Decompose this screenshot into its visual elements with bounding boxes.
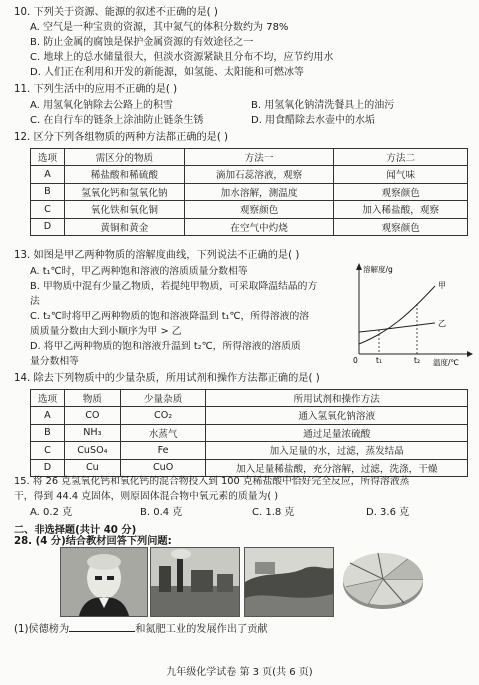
q10-option-c: C. 地球上的总水储量很大，但淡水资源紧缺且分布不均，应节约用水: [30, 52, 334, 63]
q12-cell: B: [31, 183, 65, 201]
q12-cell: 氢氧化钙和氢氧化钠: [64, 183, 184, 201]
q14-cell: CuO: [120, 459, 206, 477]
q14-cell: CO₂: [120, 407, 206, 425]
q14-cell: NH₃: [64, 424, 120, 442]
pie-model-image: [338, 547, 428, 615]
curve-jia-label: 甲: [438, 281, 446, 290]
curve-yi-label: 乙: [438, 319, 446, 328]
q12-cell: D: [31, 218, 65, 236]
curve-jia: [359, 286, 435, 344]
q10-option-a: A. 空气是一种宝贵的资源，其中氮气的体积分数约为 78%: [30, 22, 289, 33]
q14-cell: B: [31, 424, 65, 442]
q13-option-c-cont: 质质量分数由大到小顺序为甲 > 乙: [30, 326, 182, 337]
q14-table: [30, 389, 468, 477]
q15-option-b: B. 0.4 克: [140, 507, 183, 518]
t2-tick-label: t₂: [414, 356, 420, 365]
q28-sub1-suffix: 和氮肥工业的发展作出了贡献: [135, 624, 268, 635]
q12-cell: 闻气味: [334, 166, 468, 184]
q14-stem: 14. 除去下列物质中的少量杂质，所用试剂和操作方法都正确的是( ): [14, 373, 320, 384]
q12-cell: 黄铜和黄金: [64, 218, 184, 236]
t1-tick-label: t₁: [376, 356, 382, 365]
q13-option-b-cont: 法: [30, 296, 40, 307]
q11-option-d: D. 用食醋除去水壶中的水垢: [251, 115, 376, 126]
curve-yi: [359, 323, 435, 332]
q12-stem: 12. 区分下列各组物质的两种方法都正确的是( ): [14, 132, 229, 143]
q14-cell: CuSO₄: [64, 442, 120, 460]
q12-header-cell: 需区分的物质: [64, 149, 184, 166]
q14-header-cell: 选项: [31, 390, 65, 407]
factory-image: [151, 548, 239, 616]
landscape-image: [245, 548, 333, 616]
q15-stem-line2: 干，得到 44.4 克固体，则原固体混合物中氧元素的质量为( ): [14, 491, 279, 502]
photo-landscape: [244, 547, 334, 617]
q14-cell: 通入氢氧化钠溶液: [206, 407, 468, 425]
q12-row: [31, 166, 468, 184]
q13-option-c: C. t₂℃时将甲乙两种物质的饱和溶液降温到 t₁℃，所得溶液的溶: [30, 311, 310, 322]
q14-row: [31, 442, 468, 460]
q15-option-a: A. 0.2 克: [30, 507, 73, 518]
x-axis-label: 温度/℃: [433, 358, 459, 367]
q12-cell: C: [31, 201, 65, 219]
q11-option-c: C. 在自行车的链条上涂油防止链条生锈: [30, 115, 204, 126]
q12-header-cell: 选项: [31, 149, 65, 166]
q12-row: [31, 218, 468, 236]
q12-cell: 加入稀盐酸，观察: [334, 201, 468, 219]
y-axis-arrow: [356, 263, 362, 270]
q14-cell: 通过足量浓硫酸: [206, 424, 468, 442]
q14-row: [31, 424, 468, 442]
q12-row: [31, 201, 468, 219]
q12-table: [30, 148, 468, 236]
q10-option-d: D. 人们正在利用和开发的新能源，如氢能、太阳能和可燃冰等: [30, 67, 305, 78]
q14-cell: 加入足量稀盐酸，充分溶解，过滤，洗涤，干燥: [206, 459, 468, 477]
q13-option-a: A. t₁℃时，甲乙两种饱和溶液的溶质质量分数相等: [30, 266, 248, 277]
section-2-heading: 二、非选择题(共计 40 分): [14, 525, 137, 536]
q12-row: [31, 183, 468, 201]
q13-option-b: B. 甲物质中混有少量乙物质，若提纯甲物质，可采取降温结晶的方: [30, 281, 318, 292]
photo-pie-model: [338, 547, 428, 615]
q10-option-b: B. 防止金属的腐蚀是保护金属资源的有效途径之一: [30, 37, 254, 48]
q11-option-a: A. 用氢氧化钠除去公路上的积雪: [30, 100, 174, 111]
q12-cell: 加水溶解，测温度: [184, 183, 334, 201]
q14-cell: D: [31, 459, 65, 477]
q15-stem-line1: 15. 将 26 克氢氧化钙和氧化钙的混合物投入到 100 克稀盐酸中恰好完全反应，所得溶液蒸: [14, 476, 410, 487]
q12-cell: 观察颜色: [334, 218, 468, 236]
q12-cell: 在空气中灼烧: [184, 218, 334, 236]
q14-cell: CO: [64, 407, 120, 425]
photo-hou-debang-portrait: [60, 547, 148, 617]
q13-stem: 13. 如图是甲乙两种物质的溶解度曲线，下列说法不正确的是( ): [14, 250, 300, 261]
q15-option-c: C. 1.8 克: [252, 507, 295, 518]
q14-row: [31, 459, 468, 477]
x-axis-arrow: [467, 351, 473, 357]
solubility-graph: [349, 262, 473, 368]
q14-row: [31, 407, 468, 425]
q14-cell: Cu: [64, 459, 120, 477]
q11-stem: 11. 下列生活中的应用不正确的是( ): [14, 84, 178, 95]
q14-header-cell: 所用试剂和操作方法: [206, 390, 468, 407]
q28-sub1-prefix: (1)侯德榜为: [14, 624, 70, 635]
q11-option-b: B. 用氢氧化钠清洗餐具上的油污: [251, 100, 395, 111]
photo-factory: [150, 547, 240, 617]
portrait-image: [61, 548, 147, 616]
q12-header-cell: 方法二: [334, 149, 468, 166]
q13-option-d: D. 将甲乙两种物质的饱和溶液升温到 t₂℃，所得溶液的溶质质: [30, 341, 301, 352]
q14-cell: Fe: [120, 442, 206, 460]
q12-cell: 滴加石蕊溶液，观察: [184, 166, 334, 184]
q14-header-cell: 物质: [64, 390, 120, 407]
q12-cell: 稀盐酸和稀硫酸: [64, 166, 184, 184]
origin-label: 0: [353, 356, 358, 365]
q28-stem: 28. (4 分)结合教材回答下列问题:: [14, 536, 172, 547]
q14-cell: C: [31, 442, 65, 460]
q12-cell: 氧化铁和氧化铜: [64, 201, 184, 219]
q13-option-d-cont: 量分数相等: [30, 356, 79, 367]
q14-cell: 水蒸气: [120, 424, 206, 442]
q10-stem: 10. 下列关于资源、能源的叙述不正确的是( ): [14, 7, 218, 18]
q12-cell: 观察颜色: [334, 183, 468, 201]
q12-cell: A: [31, 166, 65, 184]
q14-header-cell: 少量杂质: [120, 390, 206, 407]
q14-cell: 加入足量的水，过滤，蒸发结晶: [206, 442, 468, 460]
page-footer: 九年级化学试卷 第 3 页(共 6 页): [166, 667, 313, 678]
q14-cell: A: [31, 407, 65, 425]
q28-sub1-blank[interactable]: [69, 621, 135, 632]
q12-header-cell: 方法一: [184, 149, 334, 166]
q12-cell: 观察颜色: [184, 201, 334, 219]
y-axis-label: 溶解度/g: [363, 265, 393, 274]
q15-option-d: D. 3.6 克: [366, 507, 410, 518]
q28-sub1: [14, 621, 268, 637]
